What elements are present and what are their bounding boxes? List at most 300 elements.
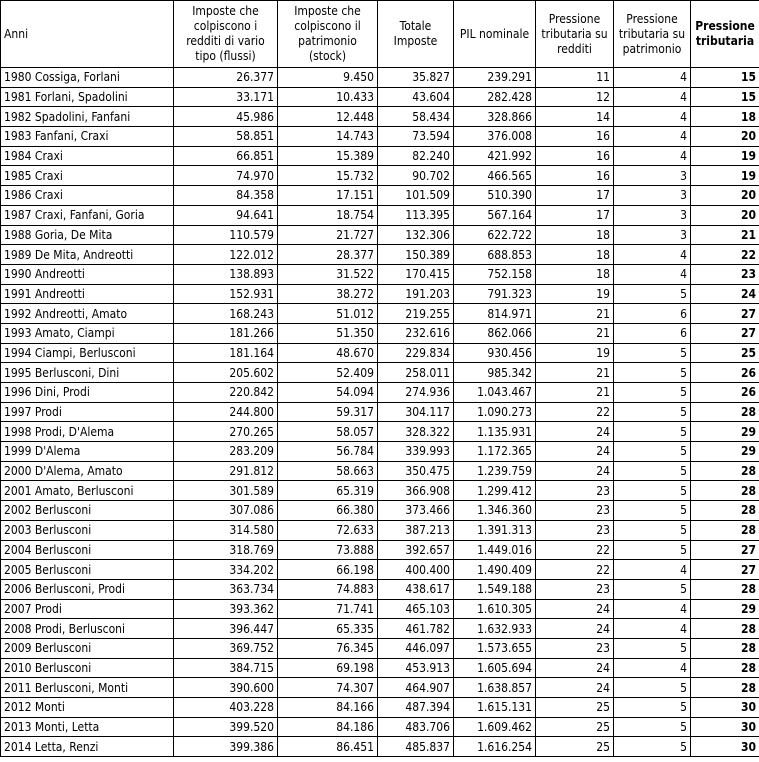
cell-imposte-redditi: 244.800 [174,402,278,422]
cell-totale-imposte: 304.117 [378,402,454,422]
cell-pressione-tributaria: 30 [691,698,759,718]
cell-pil-nominale: 1.391.313 [454,520,536,540]
header-pressione-tributaria: Pressione tributaria [691,1,759,68]
cell-pressione-redditi: 24 [536,619,614,639]
cell-pil-nominale: 622.722 [454,225,536,245]
cell-pressione-patrimonio: 4 [614,658,691,678]
cell-imposte-redditi: 110.579 [174,225,278,245]
cell-pressione-redditi: 23 [536,638,614,658]
cell-pressione-tributaria: 28 [691,619,759,639]
cell-imposte-redditi: 270.265 [174,422,278,442]
cell-pil-nominale: 1.043.467 [454,383,536,403]
table-row [1,284,759,304]
cell-pressione-tributaria: 20 [691,186,759,206]
cell-anni: 1988 Goria, De Mita [1,225,174,245]
cell-totale-imposte: 101.509 [378,186,454,206]
cell-imposte-redditi: 205.602 [174,363,278,383]
cell-pressione-redditi: 17 [536,186,614,206]
cell-pil-nominale: 1.616.254 [454,737,536,757]
cell-pil-nominale: 466.565 [454,166,536,186]
cell-pil-nominale: 421.992 [454,146,536,166]
cell-totale-imposte: 453.913 [378,658,454,678]
cell-imposte-redditi: 26.377 [174,68,278,88]
cell-pil-nominale: 985.342 [454,363,536,383]
cell-imposte-redditi: 363.734 [174,579,278,599]
cell-pil-nominale: 1.346.360 [454,501,536,521]
table-row [1,501,759,521]
table-row [1,619,759,639]
cell-anni: 1996 Dini, Prodi [1,383,174,403]
cell-imposte-redditi: 94.641 [174,205,278,225]
cell-anni: 1989 De Mita, Andreotti [1,245,174,265]
table-row [1,402,759,422]
cell-pressione-tributaria: 26 [691,383,759,403]
table-row [1,363,759,383]
cell-pressione-redditi: 24 [536,422,614,442]
cell-anni: 1980 Cossiga, Forlani [1,68,174,88]
cell-anni: 1993 Amato, Ciampi [1,323,174,343]
cell-totale-imposte: 132.306 [378,225,454,245]
cell-pressione-tributaria: 29 [691,599,759,619]
table-row [1,146,759,166]
cell-pressione-redditi: 21 [536,363,614,383]
cell-pressione-tributaria: 28 [691,461,759,481]
cell-totale-imposte: 82.240 [378,146,454,166]
cell-imposte-patrimonio: 58.663 [278,461,378,481]
cell-pressione-redditi: 19 [536,343,614,363]
cell-pressione-tributaria: 19 [691,166,759,186]
cell-anni: 2003 Berlusconi [1,520,174,540]
cell-pil-nominale: 510.390 [454,186,536,206]
cell-pressione-tributaria: 28 [691,520,759,540]
cell-pressione-tributaria: 28 [691,481,759,501]
cell-anni: 2001 Amato, Berlusconi [1,481,174,501]
cell-pressione-patrimonio: 5 [614,520,691,540]
cell-imposte-patrimonio: 65.335 [278,619,378,639]
cell-pressione-patrimonio: 5 [614,579,691,599]
cell-pressione-tributaria: 28 [691,501,759,521]
cell-imposte-redditi: 390.600 [174,678,278,698]
cell-imposte-patrimonio: 18.754 [278,205,378,225]
cell-imposte-patrimonio: 48.670 [278,343,378,363]
cell-imposte-patrimonio: 73.888 [278,540,378,560]
table-row [1,461,759,481]
cell-pressione-patrimonio: 5 [614,638,691,658]
cell-pressione-patrimonio: 4 [614,619,691,639]
cell-totale-imposte: 464.907 [378,678,454,698]
table-row [1,737,759,757]
cell-totale-imposte: 446.097 [378,638,454,658]
cell-totale-imposte: 392.657 [378,540,454,560]
cell-pressione-redditi: 24 [536,658,614,678]
cell-pressione-tributaria: 28 [691,638,759,658]
cell-imposte-redditi: 307.086 [174,501,278,521]
cell-pressione-redditi: 25 [536,698,614,718]
cell-pressione-patrimonio: 4 [614,264,691,284]
cell-imposte-patrimonio: 56.784 [278,442,378,462]
cell-pressione-patrimonio: 4 [614,560,691,580]
cell-pressione-tributaria: 27 [691,540,759,560]
cell-pressione-redditi: 16 [536,127,614,147]
cell-imposte-patrimonio: 58.057 [278,422,378,442]
cell-pressione-tributaria: 15 [691,87,759,107]
cell-imposte-patrimonio: 9.450 [278,68,378,88]
cell-imposte-redditi: 369.752 [174,638,278,658]
cell-pressione-redditi: 23 [536,501,614,521]
cell-totale-imposte: 150.389 [378,245,454,265]
cell-totale-imposte: 191.203 [378,284,454,304]
cell-imposte-patrimonio: 72.633 [278,520,378,540]
cell-anni: 2006 Berlusconi, Prodi [1,579,174,599]
cell-pressione-redditi: 16 [536,166,614,186]
cell-pressione-patrimonio: 6 [614,304,691,324]
cell-imposte-redditi: 74.970 [174,166,278,186]
cell-imposte-redditi: 283.209 [174,442,278,462]
cell-totale-imposte: 170.415 [378,264,454,284]
header-row [1,1,759,68]
cell-pressione-patrimonio: 5 [614,501,691,521]
cell-imposte-redditi: 403.228 [174,698,278,718]
cell-anni: 2000 D'Alema, Amato [1,461,174,481]
cell-imposte-patrimonio: 84.166 [278,698,378,718]
cell-totale-imposte: 43.604 [378,87,454,107]
cell-pil-nominale: 1.135.931 [454,422,536,442]
table-row [1,717,759,737]
cell-imposte-patrimonio: 86.451 [278,737,378,757]
cell-pressione-redditi: 23 [536,520,614,540]
table-row [1,560,759,580]
cell-pil-nominale: 1.239.759 [454,461,536,481]
cell-imposte-patrimonio: 21.727 [278,225,378,245]
cell-pil-nominale: 1.299.412 [454,481,536,501]
cell-pil-nominale: 1.615.131 [454,698,536,718]
cell-anni: 1999 D'Alema [1,442,174,462]
cell-pressione-tributaria: 27 [691,304,759,324]
table-row [1,599,759,619]
cell-pressione-tributaria: 28 [691,402,759,422]
cell-imposte-patrimonio: 74.307 [278,678,378,698]
cell-anni: 2005 Berlusconi [1,560,174,580]
cell-pressione-patrimonio: 5 [614,678,691,698]
cell-imposte-redditi: 152.931 [174,284,278,304]
cell-totale-imposte: 387.213 [378,520,454,540]
cell-imposte-patrimonio: 69.198 [278,658,378,678]
cell-imposte-patrimonio: 66.198 [278,560,378,580]
cell-pressione-redditi: 22 [536,540,614,560]
cell-imposte-patrimonio: 17.151 [278,186,378,206]
cell-pressione-redditi: 21 [536,304,614,324]
cell-pressione-redditi: 16 [536,146,614,166]
cell-pil-nominale: 930.456 [454,343,536,363]
header-anni: Anni [1,1,174,68]
cell-totale-imposte: 274.936 [378,383,454,403]
cell-anni: 1990 Andreotti [1,264,174,284]
table-row [1,186,759,206]
cell-pressione-redditi: 21 [536,383,614,403]
cell-anni: 1994 Ciampi, Berlusconi [1,343,174,363]
cell-totale-imposte: 73.594 [378,127,454,147]
table-row [1,540,759,560]
cell-pil-nominale: 1.609.462 [454,717,536,737]
cell-pressione-redditi: 18 [536,264,614,284]
cell-pressione-patrimonio: 5 [614,461,691,481]
cell-totale-imposte: 350.475 [378,461,454,481]
cell-pressione-tributaria: 27 [691,560,759,580]
cell-imposte-redditi: 168.243 [174,304,278,324]
cell-imposte-patrimonio: 15.732 [278,166,378,186]
cell-pil-nominale: 328.866 [454,107,536,127]
cell-imposte-patrimonio: 15.389 [278,146,378,166]
table-row [1,127,759,147]
cell-pressione-patrimonio: 5 [614,343,691,363]
cell-pil-nominale: 1.638.857 [454,678,536,698]
cell-imposte-patrimonio: 54.094 [278,383,378,403]
cell-pressione-redditi: 12 [536,87,614,107]
cell-pressione-tributaria: 20 [691,205,759,225]
table-row [1,304,759,324]
table-row [1,68,759,88]
cell-pil-nominale: 1.490.409 [454,560,536,580]
table-row [1,520,759,540]
table-row [1,323,759,343]
cell-anni: 1991 Andreotti [1,284,174,304]
cell-imposte-redditi: 314.580 [174,520,278,540]
cell-imposte-redditi: 122.012 [174,245,278,265]
cell-pil-nominale: 1.090.273 [454,402,536,422]
header-pressione-redditi: Pressione tributaria su redditi [536,1,614,68]
cell-pressione-redditi: 25 [536,737,614,757]
table-row [1,205,759,225]
cell-totale-imposte: 483.706 [378,717,454,737]
cell-anni: 2002 Berlusconi [1,501,174,521]
cell-anni: 1982 Spadolini, Fanfani [1,107,174,127]
cell-anni: 2009 Berlusconi [1,638,174,658]
table-row [1,107,759,127]
table-row [1,678,759,698]
cell-pressione-patrimonio: 5 [614,698,691,718]
table-row [1,658,759,678]
cell-totale-imposte: 232.616 [378,323,454,343]
cell-totale-imposte: 373.466 [378,501,454,521]
cell-pressione-tributaria: 30 [691,737,759,757]
cell-pressione-redditi: 25 [536,717,614,737]
header-imposte-patrimonio: Imposte che colpiscono il patrimonio (stock) [278,1,378,68]
cell-pressione-patrimonio: 5 [614,481,691,501]
table-row [1,264,759,284]
cell-pressione-patrimonio: 3 [614,225,691,245]
cell-pil-nominale: 1.573.655 [454,638,536,658]
table-row [1,225,759,245]
table-row [1,343,759,363]
cell-anni: 1986 Craxi [1,186,174,206]
cell-pressione-patrimonio: 5 [614,442,691,462]
cell-imposte-redditi: 393.362 [174,599,278,619]
header-imposte-redditi: Imposte che colpiscono i redditi di vario tipo (flussi) [174,1,278,68]
cell-pressione-tributaria: 18 [691,107,759,127]
cell-pressione-tributaria: 15 [691,68,759,88]
cell-pressione-tributaria: 28 [691,658,759,678]
cell-pressione-tributaria: 30 [691,717,759,737]
cell-pil-nominale: 1.605.694 [454,658,536,678]
cell-anni: 2008 Prodi, Berlusconi [1,619,174,639]
cell-imposte-patrimonio: 14.743 [278,127,378,147]
cell-pressione-tributaria: 29 [691,422,759,442]
cell-anni: 2011 Berlusconi, Monti [1,678,174,698]
cell-totale-imposte: 339.993 [378,442,454,462]
cell-totale-imposte: 58.434 [378,107,454,127]
cell-anni: 1981 Forlani, Spadolini [1,87,174,107]
cell-totale-imposte: 219.255 [378,304,454,324]
cell-pressione-patrimonio: 4 [614,599,691,619]
cell-imposte-patrimonio: 38.272 [278,284,378,304]
cell-totale-imposte: 366.908 [378,481,454,501]
cell-imposte-redditi: 58.851 [174,127,278,147]
cell-pil-nominale: 1.172.365 [454,442,536,462]
cell-pressione-tributaria: 21 [691,225,759,245]
cell-pressione-tributaria: 22 [691,245,759,265]
cell-pil-nominale: 376.008 [454,127,536,147]
cell-pressione-tributaria: 25 [691,343,759,363]
cell-pressione-redditi: 23 [536,579,614,599]
cell-pressione-tributaria: 23 [691,264,759,284]
cell-imposte-redditi: 396.447 [174,619,278,639]
cell-anni: 1985 Craxi [1,166,174,186]
cell-imposte-redditi: 138.893 [174,264,278,284]
table-row [1,245,759,265]
cell-imposte-redditi: 384.715 [174,658,278,678]
table-row [1,698,759,718]
cell-pressione-tributaria: 24 [691,284,759,304]
cell-pil-nominale: 1.449.016 [454,540,536,560]
cell-pressione-patrimonio: 3 [614,205,691,225]
cell-pressione-patrimonio: 4 [614,87,691,107]
cell-totale-imposte: 258.011 [378,363,454,383]
cell-pil-nominale: 1.610.305 [454,599,536,619]
cell-pressione-patrimonio: 4 [614,68,691,88]
cell-imposte-patrimonio: 84.186 [278,717,378,737]
cell-imposte-redditi: 33.171 [174,87,278,107]
cell-anni: 1984 Craxi [1,146,174,166]
cell-pressione-redditi: 18 [536,225,614,245]
cell-pil-nominale: 567.164 [454,205,536,225]
cell-pil-nominale: 239.291 [454,68,536,88]
cell-imposte-patrimonio: 51.350 [278,323,378,343]
cell-anni: 1997 Prodi [1,402,174,422]
table-body [1,68,759,757]
cell-anni: 1987 Craxi, Fanfani, Goria [1,205,174,225]
cell-anni: 1983 Fanfani, Craxi [1,127,174,147]
cell-imposte-redditi: 220.842 [174,383,278,403]
table-row [1,166,759,186]
cell-pressione-redditi: 23 [536,481,614,501]
cell-pressione-redditi: 19 [536,284,614,304]
cell-pressione-patrimonio: 5 [614,383,691,403]
cell-pressione-patrimonio: 5 [614,737,691,757]
cell-imposte-patrimonio: 76.345 [278,638,378,658]
cell-pressione-patrimonio: 4 [614,245,691,265]
cell-pressione-tributaria: 19 [691,146,759,166]
table-row [1,638,759,658]
cell-pressione-redditi: 11 [536,68,614,88]
cell-pressione-patrimonio: 5 [614,540,691,560]
cell-pressione-redditi: 17 [536,205,614,225]
cell-anni: 1998 Prodi, D'Alema [1,422,174,442]
cell-imposte-patrimonio: 51.012 [278,304,378,324]
header-pil-nominale: PIL nominale [454,1,536,68]
cell-imposte-redditi: 84.358 [174,186,278,206]
cell-pressione-patrimonio: 4 [614,146,691,166]
cell-imposte-redditi: 399.520 [174,717,278,737]
cell-pressione-patrimonio: 3 [614,186,691,206]
cell-pil-nominale: 688.853 [454,245,536,265]
cell-pressione-patrimonio: 5 [614,422,691,442]
cell-imposte-patrimonio: 12.448 [278,107,378,127]
cell-anni: 2012 Monti [1,698,174,718]
cell-pressione-redditi: 24 [536,461,614,481]
header-totale-imposte: Totale Imposte [378,1,454,68]
cell-anni: 2010 Berlusconi [1,658,174,678]
cell-pressione-redditi: 21 [536,323,614,343]
cell-totale-imposte: 487.394 [378,698,454,718]
cell-anni: 2013 Monti, Letta [1,717,174,737]
cell-pressione-patrimonio: 6 [614,323,691,343]
cell-totale-imposte: 35.827 [378,68,454,88]
cell-imposte-redditi: 334.202 [174,560,278,580]
cell-pil-nominale: 814.971 [454,304,536,324]
cell-totale-imposte: 229.834 [378,343,454,363]
cell-imposte-redditi: 399.386 [174,737,278,757]
cell-anni: 1992 Andreotti, Amato [1,304,174,324]
cell-totale-imposte: 485.837 [378,737,454,757]
cell-anni: 1995 Berlusconi, Dini [1,363,174,383]
header-pressione-patrimonio: Pressione tributaria su patrimonio [614,1,691,68]
cell-pressione-redditi: 22 [536,560,614,580]
cell-pil-nominale: 791.323 [454,284,536,304]
cell-anni: 2014 Letta, Renzi [1,737,174,757]
cell-imposte-redditi: 181.164 [174,343,278,363]
cell-totale-imposte: 465.103 [378,599,454,619]
cell-imposte-patrimonio: 28.377 [278,245,378,265]
cell-totale-imposte: 461.782 [378,619,454,639]
cell-pressione-redditi: 18 [536,245,614,265]
cell-pressione-tributaria: 20 [691,127,759,147]
cell-imposte-redditi: 45.986 [174,107,278,127]
cell-imposte-patrimonio: 52.409 [278,363,378,383]
cell-anni: 2004 Berlusconi [1,540,174,560]
cell-totale-imposte: 400.400 [378,560,454,580]
cell-pressione-patrimonio: 4 [614,107,691,127]
cell-pil-nominale: 862.066 [454,323,536,343]
table-row [1,87,759,107]
cell-imposte-patrimonio: 59.317 [278,402,378,422]
cell-imposte-patrimonio: 66.380 [278,501,378,521]
cell-totale-imposte: 113.395 [378,205,454,225]
cell-pil-nominale: 1.549.188 [454,579,536,599]
cell-pressione-tributaria: 26 [691,363,759,383]
cell-imposte-patrimonio: 10.433 [278,87,378,107]
cell-imposte-redditi: 181.266 [174,323,278,343]
cell-pressione-redditi: 22 [536,402,614,422]
cell-totale-imposte: 438.617 [378,579,454,599]
cell-pressione-patrimonio: 5 [614,717,691,737]
cell-pressione-redditi: 24 [536,599,614,619]
cell-pressione-patrimonio: 5 [614,402,691,422]
cell-pressione-patrimonio: 4 [614,127,691,147]
cell-pressione-tributaria: 28 [691,579,759,599]
cell-pil-nominale: 1.632.933 [454,619,536,639]
cell-pressione-redditi: 14 [536,107,614,127]
cell-pressione-tributaria: 29 [691,442,759,462]
